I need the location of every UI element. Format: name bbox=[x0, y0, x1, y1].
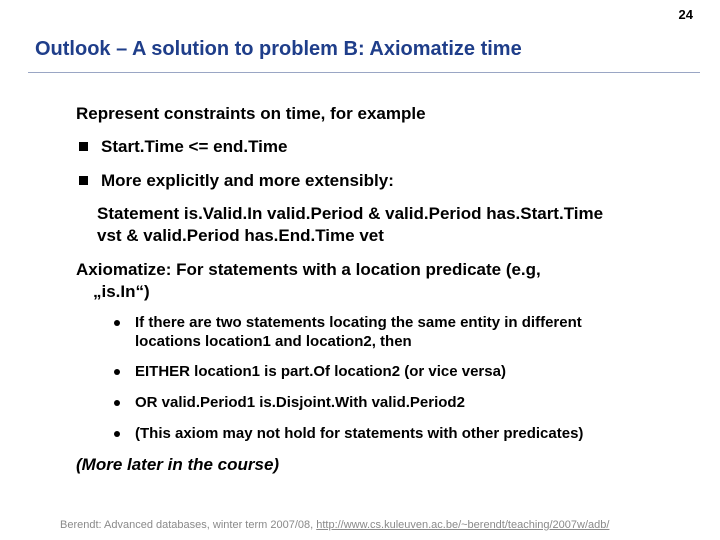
statement-line: vst & valid.Period has.End.Time vet bbox=[97, 226, 384, 245]
sub-bullet-item: OR valid.Period1 is.Disjoint.With valid.Period2 bbox=[135, 394, 465, 411]
sub-bullet-item: (This axiom may not hold for statements with other predicates) bbox=[135, 425, 584, 442]
square-bullet-icon bbox=[79, 142, 88, 151]
axiomatize-line: „is.In“) bbox=[93, 282, 150, 301]
axiomatize-line: Axiomatize: For statements with a location predicate (e.g, bbox=[76, 260, 541, 279]
dot-bullet-icon bbox=[114, 320, 120, 326]
intro-text: Represent constraints on time, for example bbox=[76, 104, 426, 123]
bullet-item: Start.Time <= end.Time bbox=[101, 137, 288, 156]
dot-bullet-icon bbox=[114, 369, 120, 375]
footer bbox=[60, 519, 609, 531]
footer-text: Berendt: Advanced databases, winter term 2007/08, bbox=[60, 519, 317, 531]
course-link[interactable]: http://www.cs.kuleuven.ac.be/~berendt/teaching/2007w/adb/ bbox=[316, 519, 610, 531]
sub-bullet-item: EITHER location1 is part.Of location2 (or vice versa) bbox=[135, 363, 506, 380]
page-number: 24 bbox=[678, 7, 693, 22]
slide-title: Outlook – A solution to problem B: Axiomatize time bbox=[35, 38, 522, 60]
closing-note: (More later in the course) bbox=[76, 455, 280, 474]
sub-bullet-item: If there are two statements locating the same entity in different bbox=[135, 314, 582, 331]
square-bullet-icon bbox=[79, 176, 88, 185]
statement-line: Statement is.Valid.In valid.Period & valid.Period has.Start.Time bbox=[97, 204, 604, 223]
dot-bullet-icon bbox=[114, 431, 120, 437]
bullet-item: More explicitly and more extensibly: bbox=[101, 171, 394, 190]
sub-bullet-item: locations location1 and location2, then bbox=[135, 333, 412, 350]
dot-bullet-icon bbox=[114, 400, 120, 406]
